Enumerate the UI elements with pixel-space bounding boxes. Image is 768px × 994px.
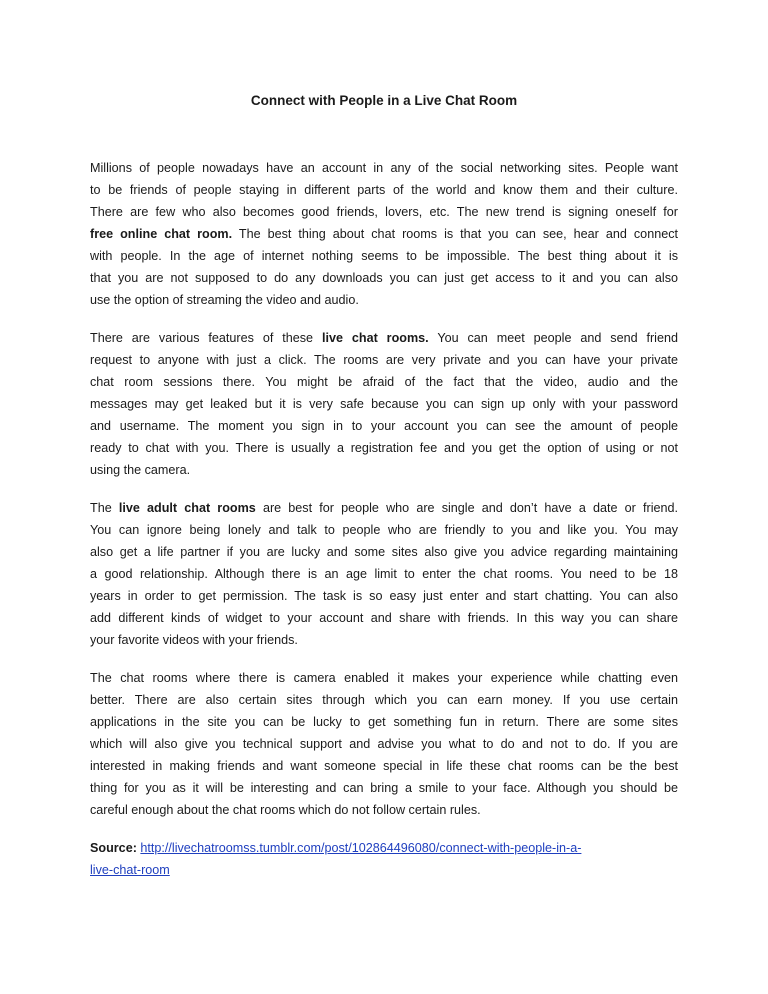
text-line bbox=[90, 667, 678, 689]
text-line bbox=[90, 267, 678, 289]
text-line bbox=[90, 371, 678, 393]
text-segment: add different kinds of widget to your account and share with friends. In this way you can share bbox=[90, 611, 678, 625]
text-line bbox=[90, 541, 678, 563]
text-line bbox=[90, 777, 678, 799]
text-segment: careful enough about the chat rooms which do not follow certain rules. bbox=[90, 803, 481, 817]
text-line bbox=[90, 629, 678, 651]
text-line bbox=[90, 607, 678, 629]
source-citation bbox=[90, 837, 678, 881]
text-line bbox=[90, 733, 678, 755]
text-line bbox=[90, 245, 678, 267]
document-body bbox=[90, 157, 678, 881]
text-line bbox=[90, 393, 678, 415]
text-line bbox=[90, 415, 678, 437]
text-segment: better. There are also certain sites through which you can earn money. If you use certain bbox=[90, 693, 678, 707]
text-segment: applications in the site you can be lucky to get something fun in return. There are some sites bbox=[90, 715, 678, 729]
text-segment: You can ignore being lonely and talk to people who are friendly to you and like you. You may bbox=[90, 523, 678, 537]
text-segment: messages may get leaked but it is very safe because you can sign up only with your password bbox=[90, 397, 678, 411]
bold-phrase: live chat rooms. bbox=[321, 331, 429, 345]
text-segment: also get a life partner if you are lucky and some sites also give you advice regarding maintaining bbox=[90, 545, 678, 559]
text-segment: that you are not supposed to do any downloads you can just get access to it and you can also bbox=[90, 271, 678, 285]
text-line bbox=[90, 201, 678, 223]
text-line bbox=[90, 327, 678, 349]
paragraph bbox=[90, 327, 678, 481]
text-segment: The chat rooms where there is camera enabled it makes your experience while chatting even bbox=[90, 671, 678, 685]
text-segment: to be friends of people staying in different parts of the world and know them and their culture. bbox=[90, 183, 678, 197]
text-segment: a good relationship. Although there is an age limit to enter the chat rooms. You need to be 18 bbox=[90, 567, 678, 581]
text-line bbox=[90, 799, 678, 821]
paragraphs bbox=[90, 157, 678, 821]
text-segment: There are few who also becomes good friends, lovers, etc. The new trend is signing oneself for bbox=[90, 205, 678, 219]
text-line bbox=[90, 755, 678, 777]
text-line bbox=[90, 223, 678, 245]
text-line bbox=[90, 459, 678, 481]
text-line bbox=[90, 711, 678, 733]
text-line bbox=[90, 563, 678, 585]
text-segment: with people. In the age of internet nothing seems to be impossible. The best thing about it is bbox=[90, 249, 678, 263]
text-line bbox=[90, 157, 678, 179]
text-segment: which will also give you technical support and advise you what to do and not to do. If you are bbox=[90, 737, 678, 751]
text-segment: use the option of streaming the video and audio. bbox=[90, 293, 359, 307]
text-line bbox=[90, 289, 678, 311]
text-line bbox=[90, 497, 678, 519]
text-segment: and username. The moment you sign in to your account you can see the amount of people bbox=[90, 419, 678, 433]
text-segment: You can meet people and send friend bbox=[428, 331, 678, 345]
text-segment: thing for you as it will be interesting and can bring a smile to your face. Although you should be bbox=[90, 781, 678, 795]
paragraph bbox=[90, 497, 678, 651]
text-line bbox=[90, 519, 678, 541]
text-line bbox=[90, 585, 678, 607]
text-segment: There are various features of these bbox=[90, 331, 322, 345]
paragraph bbox=[90, 667, 678, 821]
source-label: Source: bbox=[90, 841, 137, 855]
bold-phrase: free online chat room. bbox=[90, 227, 233, 241]
text-segment: using the camera. bbox=[90, 463, 191, 477]
paragraph bbox=[90, 157, 678, 311]
document-title: Connect with People in a Live Chat Room bbox=[250, 93, 518, 108]
text-segment: The bbox=[90, 501, 119, 515]
text-segment: ready to chat with you. There is usually a registration fee and you get the option of using or not bbox=[90, 441, 678, 455]
text-segment: request to anyone with just a click. The rooms are very private and you can have your private bbox=[90, 353, 678, 367]
bold-phrase: live adult chat rooms bbox=[118, 501, 256, 515]
source-link-continued[interactable]: live-chat-room bbox=[90, 863, 170, 877]
text-line bbox=[90, 689, 678, 711]
text-line bbox=[90, 349, 678, 371]
text-line bbox=[90, 179, 678, 201]
text-segment: chat room sessions there. You might be afraid of the fact that the video, audio and the bbox=[90, 375, 678, 389]
text-segment: your favorite videos with your friends. bbox=[90, 633, 298, 647]
text-segment: are best for people who are single and don’t have a date or friend. bbox=[255, 501, 679, 515]
text-segment: The best thing about chat rooms is that you can see, hear and connect bbox=[232, 227, 678, 241]
source-link[interactable]: http://livechatroomss.tumblr.com/post/102864496080/connect-with-people-in-a- bbox=[140, 841, 582, 855]
text-line bbox=[90, 437, 678, 459]
text-segment: interested in making friends and want someone special in life these chat rooms can be the best bbox=[90, 759, 678, 773]
text-segment: Millions of people nowadays have an account in any of the social networking sites. People want bbox=[90, 161, 678, 175]
text-segment: years in order to get permission. The task is so easy just enter and start chatting. You can also bbox=[90, 589, 678, 603]
